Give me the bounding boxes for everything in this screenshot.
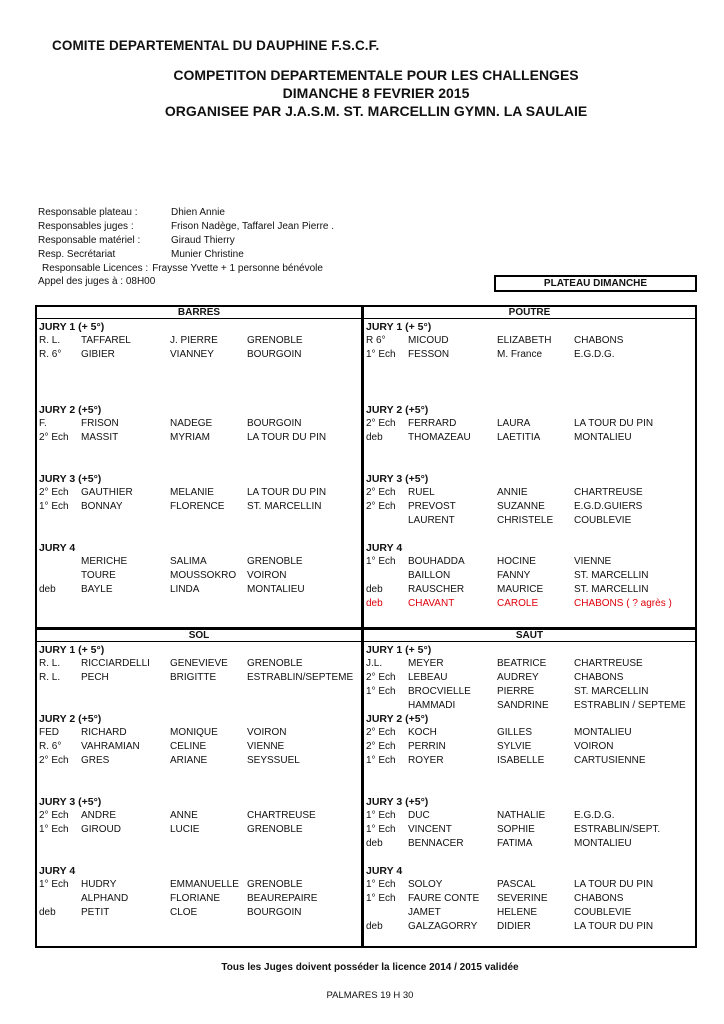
judge-rank: 2° Ech	[39, 755, 69, 766]
judge-club: CHABONS	[574, 335, 624, 346]
judge-first-name: EMMANUELLE	[170, 879, 239, 890]
judge-last-name: ALPHAND	[81, 893, 129, 904]
judge-club: COUBLEVIE	[574, 515, 632, 526]
judge-rank: 1° Ech	[366, 686, 396, 697]
judge-first-name: NATHALIE	[497, 810, 546, 821]
jury-block	[364, 644, 695, 713]
judge-first-name: LUCIE	[170, 824, 200, 835]
judge-row	[364, 597, 695, 611]
judge-club: GRENOBLE	[247, 335, 303, 346]
judge-last-name: TOURE	[81, 570, 116, 581]
panel-title: SOL	[37, 630, 361, 642]
judge-club: E.G.D.G.	[574, 349, 615, 360]
judge-row	[37, 878, 361, 892]
judge-first-name: CLOE	[170, 907, 198, 918]
juries-grid	[35, 305, 697, 948]
judge-first-name: GILLES	[497, 727, 533, 738]
judge-last-name: TAFFAREL	[81, 335, 131, 346]
judge-row	[364, 555, 695, 569]
judge-rank: 2° Ech	[39, 487, 69, 498]
judge-first-name: SALIMA	[170, 556, 207, 567]
judge-row	[37, 657, 361, 671]
responsible-label: Responsables juges :	[38, 221, 134, 232]
jury-heading: JURY 1 (+ 5°)	[39, 321, 105, 333]
judge-rank: 2° Ech	[366, 672, 396, 683]
judge-rank: deb	[366, 432, 383, 443]
responsible-label: Responsable matériel :	[38, 235, 141, 246]
judge-rank: deb	[39, 907, 56, 918]
judge-last-name: RICCIARDELLI	[81, 658, 150, 669]
judge-first-name: SYLVIE	[497, 741, 532, 752]
judge-last-name: KOCH	[408, 727, 437, 738]
judge-rank: 1° Ech	[39, 824, 69, 835]
jury-heading: JURY 3 (+5°)	[366, 473, 429, 485]
judge-first-name: ANNIE	[497, 487, 528, 498]
judge-row	[364, 699, 695, 713]
jury-block	[364, 404, 695, 445]
judge-row	[37, 740, 361, 754]
judge-first-name: HOCINE	[497, 556, 536, 567]
judge-last-name: MASSIT	[81, 432, 119, 443]
judge-first-name: BEATRICE	[497, 658, 547, 669]
jury-block	[364, 796, 695, 851]
judge-row	[364, 809, 695, 823]
judge-row	[364, 417, 695, 431]
judge-first-name: CELINE	[170, 741, 207, 752]
jury-block	[37, 796, 361, 837]
judge-row	[37, 809, 361, 823]
jury-heading: JURY 2 (+5°)	[366, 404, 429, 416]
judge-row	[37, 417, 361, 431]
responsible-label: Responsable Licences :	[42, 263, 149, 274]
judge-first-name: MAURICE	[497, 584, 544, 595]
judge-last-name: BENNACER	[408, 838, 464, 849]
jury-block	[364, 321, 695, 362]
judge-rank: 1° Ech	[366, 810, 396, 821]
judge-rank: 1° Ech	[366, 349, 396, 360]
judge-last-name: FRISON	[81, 418, 119, 429]
judge-club: VIENNE	[574, 556, 612, 567]
judge-rank: 2° Ech	[39, 810, 69, 821]
judge-club: MONTALIEU	[574, 838, 632, 849]
judge-rank: 2° Ech	[366, 727, 396, 738]
judge-last-name: FAURE CONTE	[408, 893, 480, 904]
judge-first-name: ANNE	[170, 810, 198, 821]
judge-club: MONTALIEU	[247, 584, 305, 595]
judge-row	[37, 500, 361, 514]
judge-last-name: MEYER	[408, 658, 444, 669]
judge-row	[364, 878, 695, 892]
judge-club: GRENOBLE	[247, 824, 303, 835]
jury-block	[37, 713, 361, 768]
judge-row	[37, 555, 361, 569]
judge-club: COUBLEVIE	[574, 907, 632, 918]
jury-block	[364, 713, 695, 768]
judge-rank: deb	[39, 584, 56, 595]
judge-last-name: SOLOY	[408, 879, 443, 890]
judge-last-name: PERRIN	[408, 741, 446, 752]
judge-club: BEAUREPAIRE	[247, 893, 318, 904]
judge-row	[364, 514, 695, 528]
judge-club: BOURGOIN	[247, 349, 302, 360]
judge-row	[37, 431, 361, 445]
organization-title: COMITE DEPARTEMENTAL DU DAUPHINE F.S.C.F.	[52, 38, 380, 53]
judge-rank: 2° Ech	[366, 487, 396, 498]
jury-heading: JURY 1 (+ 5°)	[366, 644, 432, 656]
judge-last-name: LAURENT	[408, 515, 455, 526]
judge-club: CHARTREUSE	[247, 810, 316, 821]
jury-heading: JURY 4	[366, 542, 403, 554]
judge-first-name: MOUSSOKRO	[170, 570, 237, 581]
judge-row	[37, 348, 361, 362]
judge-rank: 1° Ech	[366, 879, 396, 890]
judge-first-name: ISABELLE	[497, 755, 545, 766]
judge-club: ST. MARCELLIN	[574, 686, 649, 697]
judge-last-name: HUDRY	[81, 879, 117, 890]
judge-club: VOIRON	[574, 741, 614, 752]
judge-club: LA TOUR DU PIN	[247, 432, 327, 443]
jury-heading: JURY 2 (+5°)	[39, 713, 102, 725]
judge-club: MONTALIEU	[574, 727, 632, 738]
judge-club: VOIRON	[247, 570, 287, 581]
panel-poutre	[364, 307, 695, 625]
judge-club: ESTRABLIN / SEPTEME	[574, 700, 686, 711]
jury-heading: JURY 1 (+ 5°)	[39, 644, 105, 656]
judge-club: ST. MARCELLIN	[574, 584, 649, 595]
jury-heading: JURY 4	[366, 865, 403, 877]
panel-saut	[364, 630, 695, 948]
judge-first-name: FLORENCE	[170, 501, 225, 512]
judge-club: CHARTREUSE	[574, 658, 643, 669]
judge-row	[364, 657, 695, 671]
judge-last-name: BOUHADDA	[408, 556, 465, 567]
responsibles-block	[38, 206, 334, 276]
judge-first-name: SEVERINE	[497, 893, 548, 904]
judge-last-name: RAUSCHER	[408, 584, 465, 595]
judge-rank: R. 6°	[39, 349, 62, 360]
judge-rank: R 6°	[366, 335, 386, 346]
judge-first-name: PASCAL	[497, 879, 536, 890]
judge-last-name: LEBEAU	[408, 672, 448, 683]
judge-first-name: MYRIAM	[170, 432, 210, 443]
competition-title-line: COMPETITON DEPARTEMENTALE POUR LES CHALLENGES	[173, 67, 579, 83]
judge-row	[364, 892, 695, 906]
responsible-value: Munier Christine	[171, 249, 244, 260]
judge-last-name: VINCENT	[408, 824, 452, 835]
judge-club: LA TOUR DU PIN	[574, 879, 654, 890]
judge-first-name: SANDRINE	[497, 700, 549, 711]
judge-first-name: J. PIERRE	[170, 335, 218, 346]
judge-first-name: FATIMA	[497, 838, 533, 849]
judge-club: E.G.D.G.	[574, 810, 615, 821]
judge-first-name: ELIZABETH	[497, 335, 552, 346]
judge-last-name: DUC	[408, 810, 430, 821]
judge-last-name: BAILLON	[408, 570, 451, 581]
judge-row	[364, 431, 695, 445]
responsible-value: Dhien Annie	[171, 207, 225, 218]
judge-club: GRENOBLE	[247, 879, 303, 890]
jury-heading: JURY 1 (+ 5°)	[366, 321, 432, 333]
judge-first-name: CAROLE	[497, 598, 539, 609]
judge-rank: deb	[366, 838, 383, 849]
judge-club: E.G.D.GUIERS	[574, 501, 643, 512]
judge-first-name: LAETITIA	[497, 432, 541, 443]
judge-club: LA TOUR DU PIN	[247, 487, 327, 498]
panel-title: SAUT	[364, 630, 695, 642]
judge-row	[364, 726, 695, 740]
judge-club: ESTRABLIN/SEPTEME	[247, 672, 354, 683]
judge-club: CHABONS	[574, 893, 624, 904]
judge-row	[364, 671, 695, 685]
judge-rank: deb	[366, 584, 383, 595]
judge-club: MONTALIEU	[574, 432, 632, 443]
judge-row	[364, 334, 695, 348]
judge-row	[37, 726, 361, 740]
judge-row	[364, 569, 695, 583]
responsible-value: Giraud Thierry	[171, 235, 235, 246]
judge-club: SEYSSUEL	[247, 755, 300, 766]
judge-last-name: BONNAY	[81, 501, 123, 512]
jury-block	[37, 321, 361, 362]
judge-row	[37, 334, 361, 348]
judge-last-name: HAMMADI	[408, 700, 456, 711]
judge-first-name: PIERRE	[497, 686, 535, 697]
judge-row	[364, 823, 695, 837]
judge-club: CARTUSIENNE	[574, 755, 646, 766]
judge-row	[37, 823, 361, 837]
judge-row	[37, 754, 361, 768]
panel-barres	[37, 307, 361, 625]
judge-row	[37, 892, 361, 906]
judge-last-name: GALZAGORRY	[408, 921, 478, 932]
judge-rank: 2° Ech	[366, 501, 396, 512]
responsible-label: Resp. Secrétariat	[38, 249, 116, 260]
jury-heading: JURY 3 (+5°)	[39, 796, 102, 808]
judge-row	[364, 837, 695, 851]
judge-club: CHABONS ( ? agrès )	[574, 598, 672, 609]
judge-last-name: GAUTHIER	[81, 487, 133, 498]
jury-heading: JURY 3 (+5°)	[39, 473, 102, 485]
judge-first-name: VIANNEY	[170, 349, 214, 360]
judge-row	[364, 906, 695, 920]
judge-first-name: HELENE	[497, 907, 538, 918]
judge-first-name: LAURA	[497, 418, 531, 429]
responsible-row	[38, 262, 334, 276]
judge-club: CHABONS	[574, 672, 624, 683]
judge-rank: 1° Ech	[366, 755, 396, 766]
judge-last-name: MICOUD	[408, 335, 449, 346]
judge-rank: 1° Ech	[366, 893, 396, 904]
responsible-value: Fraysse Yvette + 1 personne bénévole	[152, 263, 323, 274]
judge-last-name: PETIT	[81, 907, 110, 918]
jury-heading: JURY 2 (+5°)	[366, 713, 429, 725]
judge-row	[364, 486, 695, 500]
judge-rank: J.L.	[366, 658, 383, 669]
jury-block	[37, 404, 361, 445]
judge-last-name: JAMET	[408, 907, 441, 918]
jury-heading: JURY 4	[39, 865, 76, 877]
judge-rank: deb	[366, 598, 383, 609]
responsible-label: Responsable plateau :	[38, 207, 138, 218]
panel-sol	[37, 630, 361, 948]
panel-title: BARRES	[37, 307, 361, 319]
judge-last-name: BROCVIELLE	[408, 686, 471, 697]
judge-club: LA TOUR DU PIN	[574, 921, 654, 932]
judge-first-name: SUZANNE	[497, 501, 545, 512]
jury-block	[364, 473, 695, 528]
judge-first-name: CHRISTELE	[497, 515, 554, 526]
judge-club: VOIRON	[247, 727, 287, 738]
judge-last-name: MERICHE	[81, 556, 128, 567]
judge-last-name: RICHARD	[81, 727, 127, 738]
judge-first-name: DIDIER	[497, 921, 531, 932]
judge-last-name: GIROUD	[81, 824, 121, 835]
jury-block	[37, 644, 361, 685]
panel-title: POUTRE	[364, 307, 695, 319]
judge-first-name: SOPHIE	[497, 824, 535, 835]
judge-rank: FED	[39, 727, 59, 738]
responsible-row	[38, 206, 334, 220]
judge-club: BOURGOIN	[247, 418, 302, 429]
judge-row	[37, 569, 361, 583]
judge-club: ST. MARCELLIN	[574, 570, 649, 581]
judge-last-name: GRES	[81, 755, 110, 766]
competition-organizer-line: ORGANISEE PAR J.A.S.M. ST. MARCELLIN GYMN. LA SAULAIE	[164, 103, 588, 119]
judge-last-name: RUEL	[408, 487, 435, 498]
judge-first-name: M. France	[497, 349, 543, 360]
jury-block	[364, 865, 695, 934]
judge-last-name: BAYLE	[81, 584, 113, 595]
judge-last-name: ROYER	[408, 755, 444, 766]
judge-first-name: GENEVIEVE	[170, 658, 228, 669]
judge-club: BOURGOIN	[247, 907, 302, 918]
license-note: Tous les Juges doivent posséder la licence 2014 / 2015 validée	[221, 962, 519, 973]
judge-row	[37, 486, 361, 500]
judge-rank: R. 6°	[39, 741, 62, 752]
judge-first-name: MONIQUE	[170, 727, 218, 738]
jury-heading: JURY 4	[39, 542, 76, 554]
judge-row	[37, 906, 361, 920]
judge-club: ST. MARCELLIN	[247, 501, 322, 512]
judge-last-name: THOMAZEAU	[408, 432, 471, 443]
judge-row	[364, 920, 695, 934]
plateau-label-box: PLATEAU DIMANCHE	[494, 275, 697, 292]
jury-block	[364, 542, 695, 611]
responsible-value: Frison Nadège, Taffarel Jean Pierre .	[171, 221, 335, 232]
judge-first-name: AUDREY	[497, 672, 539, 683]
judge-club: ESTRABLIN/SEPT.	[574, 824, 661, 835]
judge-first-name: BRIGITTE	[170, 672, 217, 683]
judge-last-name: CHAVANT	[408, 598, 455, 609]
judge-club: VIENNE	[247, 741, 285, 752]
judge-row	[364, 500, 695, 514]
judge-rank: 2° Ech	[366, 418, 396, 429]
judge-first-name: FANNY	[497, 570, 531, 581]
jury-heading: JURY 2 (+5°)	[39, 404, 102, 416]
judge-row	[364, 685, 695, 699]
competition-date-line: DIMANCHE 8 FEVRIER 2015	[282, 85, 470, 101]
judge-last-name: FESSON	[408, 349, 450, 360]
judge-last-name: VAHRAMIAN	[81, 741, 140, 752]
jury-block	[37, 542, 361, 597]
judge-last-name: GIBIER	[81, 349, 115, 360]
judge-club: GRENOBLE	[247, 658, 303, 669]
judge-rank: 2° Ech	[39, 432, 69, 443]
judge-row	[364, 583, 695, 597]
judge-rank: F.	[39, 418, 47, 429]
judge-row	[364, 348, 695, 362]
judge-club: CHARTREUSE	[574, 487, 643, 498]
judge-rank: 1° Ech	[366, 556, 396, 567]
judge-first-name: ARIANE	[170, 755, 208, 766]
responsible-row	[38, 248, 334, 262]
judge-rank: deb	[366, 921, 383, 932]
jury-block	[37, 473, 361, 514]
judge-rank: R. L.	[39, 672, 61, 683]
judge-row	[364, 740, 695, 754]
judge-last-name: FERRARD	[408, 418, 457, 429]
judge-row	[37, 583, 361, 597]
jury-heading: JURY 3 (+5°)	[366, 796, 429, 808]
responsible-row	[38, 234, 334, 248]
judge-rank: 1° Ech	[366, 824, 396, 835]
competition-title	[0, 66, 724, 120]
judge-first-name: NADEGE	[170, 418, 213, 429]
judge-last-name: ANDRE	[81, 810, 117, 821]
judge-club: GRENOBLE	[247, 556, 303, 567]
judge-first-name: MELANIE	[170, 487, 214, 498]
judge-rank: R. L.	[39, 335, 61, 346]
palmares-time: PALMARES 19 H 30	[326, 990, 414, 1001]
judge-rank: 1° Ech	[39, 879, 69, 890]
judge-row	[37, 671, 361, 685]
jury-block	[37, 865, 361, 920]
judge-last-name: PECH	[81, 672, 109, 683]
responsible-row	[38, 220, 334, 234]
judge-first-name: FLORIANE	[170, 893, 221, 904]
judge-rank: 1° Ech	[39, 501, 69, 512]
judge-rank: R. L.	[39, 658, 61, 669]
judge-first-name: LINDA	[170, 584, 200, 595]
judge-club: LA TOUR DU PIN	[574, 418, 654, 429]
judge-rank: 2° Ech	[366, 741, 396, 752]
judges-call-time: Appel des juges à : 08H00	[38, 276, 156, 287]
judge-last-name: PREVOST	[408, 501, 456, 512]
judge-row	[364, 754, 695, 768]
